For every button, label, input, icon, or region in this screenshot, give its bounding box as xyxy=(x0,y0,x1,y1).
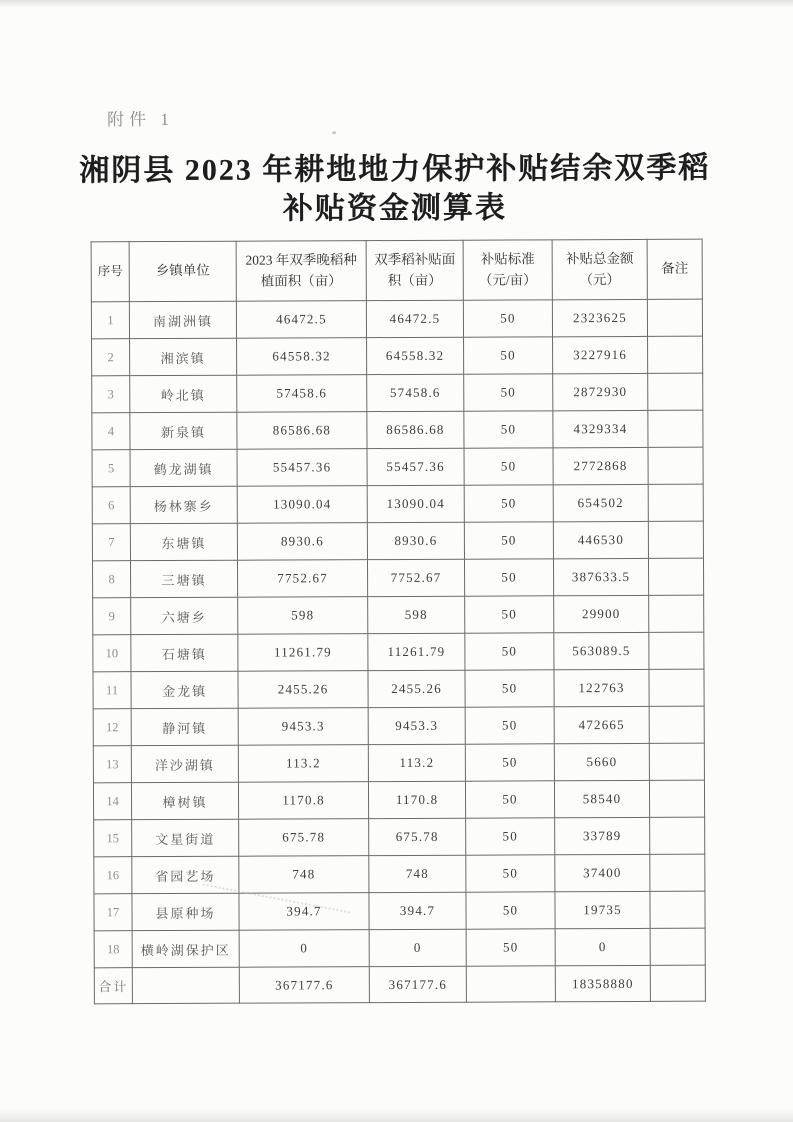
table-cell: 50 xyxy=(465,596,554,633)
page-title xyxy=(0,148,792,229)
table-cell: 洋沙湖镇 xyxy=(131,745,238,782)
table-cell: 29900 xyxy=(554,595,649,632)
table-cell xyxy=(648,373,703,410)
header-cell-subsidy-area: 双季稻补贴面积（亩） xyxy=(366,240,463,300)
table-row xyxy=(94,928,705,968)
table-cell: 14 xyxy=(93,783,131,820)
table-row xyxy=(92,558,703,598)
table-cell: 4329334 xyxy=(553,410,648,447)
table-cell: 13090.04 xyxy=(367,485,464,522)
table-cell: 静河镇 xyxy=(131,708,238,745)
table-cell: 563089.5 xyxy=(554,632,649,669)
table-cell: 石塘镇 xyxy=(131,634,238,671)
subsidy-table xyxy=(91,239,706,1005)
table-row xyxy=(93,706,704,746)
table-cell: 6 xyxy=(92,487,130,524)
table-cell: 8 xyxy=(92,561,130,598)
table-cell: 9453.3 xyxy=(368,707,465,744)
total-cell-planting-area: 367177.6 xyxy=(239,967,369,1004)
table-cell: 58540 xyxy=(554,780,649,817)
table-cell: 113.2 xyxy=(368,744,465,781)
total-cell-label: 合计 xyxy=(94,968,132,1004)
table-cell: 654502 xyxy=(553,484,648,521)
table-row xyxy=(92,447,703,487)
table-cell: 122763 xyxy=(554,669,649,706)
table-cell: 文星街道 xyxy=(132,819,239,856)
table-cell: 2455.26 xyxy=(238,671,368,709)
table-cell xyxy=(648,410,703,447)
table-cell: 46472.5 xyxy=(366,300,463,337)
table-body xyxy=(91,299,705,968)
scan-speck xyxy=(332,131,336,134)
table-cell: 50 xyxy=(465,670,554,707)
table-cell: 472665 xyxy=(554,706,649,743)
table-cell: 50 xyxy=(465,707,554,744)
table-cell: 11 xyxy=(93,672,131,709)
table-cell: 55457.36 xyxy=(367,448,464,485)
table-cell: 横岭湖保护区 xyxy=(132,930,239,967)
table-cell: 12 xyxy=(93,709,131,746)
table-cell: 57458.6 xyxy=(367,374,464,411)
total-cell-township xyxy=(132,967,239,1003)
page-title-line-2: 补贴资金测算表 xyxy=(282,191,508,226)
table-cell: 4 xyxy=(92,413,130,450)
table-cell: 50 xyxy=(466,818,555,855)
table-cell xyxy=(647,299,702,336)
table-cell: 县原种场 xyxy=(132,893,239,930)
table-cell xyxy=(648,521,703,558)
table-cell: 7 xyxy=(92,524,130,561)
table-cell: 湘滨镇 xyxy=(130,338,237,375)
table-row xyxy=(91,299,702,339)
table-cell: 50 xyxy=(466,929,555,966)
table-cell: 37400 xyxy=(555,854,650,891)
table-cell: 2455.26 xyxy=(368,670,465,707)
table-cell xyxy=(650,891,705,928)
table-cell: 5 xyxy=(92,450,130,487)
table-cell: 748 xyxy=(239,856,369,894)
table-cell: 7752.67 xyxy=(367,559,464,596)
table-cell xyxy=(649,632,704,669)
table-cell: 2872930 xyxy=(553,373,648,410)
table-cell: 9453.3 xyxy=(238,708,368,746)
table-cell: 东塘镇 xyxy=(130,523,237,560)
table-cell: 13090.04 xyxy=(237,486,367,524)
table-cell: 樟树镇 xyxy=(131,782,238,819)
table-cell: 50 xyxy=(465,633,554,670)
table-cell: 394.7 xyxy=(239,893,369,931)
table-cell: 598 xyxy=(238,597,368,635)
table-cell: 18 xyxy=(94,931,132,968)
table-cell xyxy=(648,558,703,595)
header-cell-township: 乡镇单位 xyxy=(129,241,236,301)
table-cell: 11261.79 xyxy=(368,633,465,670)
table-cell: 55457.36 xyxy=(237,449,367,487)
table-cell: 9 xyxy=(93,598,131,635)
table-header-row xyxy=(91,239,702,302)
table-cell: 金龙镇 xyxy=(131,671,238,708)
table-cell: 33789 xyxy=(555,817,650,854)
table-cell: 50 xyxy=(465,744,554,781)
table-cell xyxy=(649,706,704,743)
table-cell: 64558.32 xyxy=(237,338,367,376)
table-cell: 50 xyxy=(464,411,553,448)
table-cell: 新泉镇 xyxy=(130,412,237,449)
table-cell: 50 xyxy=(466,892,555,929)
table-cell: 50 xyxy=(464,448,553,485)
table-cell: 64558.32 xyxy=(367,337,464,374)
header-cell-subsidy-standard: 补贴标准（元/亩） xyxy=(463,240,552,300)
table-cell xyxy=(650,854,705,891)
table-cell: 1170.8 xyxy=(368,781,465,818)
table-cell: 杨林寨乡 xyxy=(130,486,237,523)
table-cell: 598 xyxy=(368,596,465,633)
table-row xyxy=(93,669,704,709)
total-row xyxy=(94,965,705,1004)
table-cell xyxy=(648,336,703,373)
header-cell-planting-area: 2023 年双季晚稻种植面积（亩） xyxy=(236,241,366,302)
table-cell xyxy=(650,817,705,854)
table-cell: 57458.6 xyxy=(237,375,367,413)
table-cell: 675.78 xyxy=(239,819,369,857)
table-cell: 387633.5 xyxy=(553,558,648,595)
table-cell xyxy=(649,780,704,817)
table-row xyxy=(93,780,704,820)
table-cell: 15 xyxy=(94,820,132,857)
table-cell: 17 xyxy=(94,894,132,931)
table-row xyxy=(93,743,704,783)
table-cell xyxy=(649,595,704,632)
table-cell: 六塘乡 xyxy=(131,597,238,634)
table-row xyxy=(92,484,703,524)
header-cell-remarks: 备注 xyxy=(647,239,702,299)
table-cell xyxy=(649,743,704,780)
page-title-line-1: 湘阴县 2023 年耕地地力保护补贴结余双季稻 xyxy=(79,151,711,188)
table-cell: 50 xyxy=(464,559,553,596)
table-cell: 8930.6 xyxy=(237,523,367,561)
attachment-label: 附件 1 xyxy=(107,109,174,130)
table-cell: 0 xyxy=(239,930,369,968)
table-cell: 省园艺场 xyxy=(132,856,239,893)
table-cell: 50 xyxy=(464,485,553,522)
table-cell: 2323625 xyxy=(552,299,647,336)
table-row xyxy=(92,521,703,561)
table-cell: 5660 xyxy=(554,743,649,780)
table-cell: 16 xyxy=(94,857,132,894)
total-cell-remarks xyxy=(650,965,705,1001)
table-cell: 50 xyxy=(464,374,553,411)
table-cell xyxy=(650,928,705,965)
total-cell-subsidy-area: 367177.6 xyxy=(369,966,466,1002)
table-cell: 11261.79 xyxy=(238,634,368,672)
table-row xyxy=(92,410,703,450)
table-cell: 394.7 xyxy=(369,892,466,929)
table-cell: 50 xyxy=(464,337,553,374)
table-cell: 86586.68 xyxy=(367,411,464,448)
table-cell: 岭北镇 xyxy=(130,375,237,412)
table-cell: 50 xyxy=(466,855,555,892)
table-cell: 3227916 xyxy=(553,336,648,373)
table-cell: 50 xyxy=(465,781,554,818)
table-cell: 19735 xyxy=(555,891,650,928)
table-row xyxy=(93,632,704,672)
table-cell: 50 xyxy=(464,522,553,559)
table-cell: 0 xyxy=(369,929,466,966)
table-cell: 748 xyxy=(369,855,466,892)
table-row xyxy=(92,336,703,376)
table-cell: 46472.5 xyxy=(236,301,366,339)
table-cell: 2772868 xyxy=(553,447,648,484)
table-cell: 1170.8 xyxy=(238,782,368,820)
table-cell: 10 xyxy=(93,635,131,672)
table-cell: 675.78 xyxy=(369,818,466,855)
total-cell-standard xyxy=(466,966,555,1002)
table-row xyxy=(92,373,703,413)
table-cell xyxy=(648,484,703,521)
table-row xyxy=(94,891,705,931)
table-cell: 0 xyxy=(555,928,650,965)
table-cell: 南湖洲镇 xyxy=(129,301,236,338)
header-cell-subsidy-total: 补贴总金额（元） xyxy=(552,239,647,299)
table-cell: 13 xyxy=(93,746,131,783)
table-cell: 鹤龙湖镇 xyxy=(130,449,237,486)
table-row xyxy=(93,595,704,635)
table-cell: 三塘镇 xyxy=(130,560,237,597)
table-cell: 86586.68 xyxy=(237,412,367,450)
table-row xyxy=(94,817,705,857)
header-cell-index: 序号 xyxy=(91,242,129,302)
table-cell: 8930.6 xyxy=(367,522,464,559)
table-cell: 1 xyxy=(91,302,129,339)
table-cell: 50 xyxy=(463,300,552,337)
total-cell-amount: 18358880 xyxy=(555,965,650,1001)
table-cell: 2 xyxy=(92,339,130,376)
table-cell xyxy=(648,447,703,484)
table-cell: 3 xyxy=(92,376,130,413)
table-cell: 7752.67 xyxy=(237,560,367,598)
table-cell xyxy=(649,669,704,706)
table-row xyxy=(94,854,705,894)
table-cell: 113.2 xyxy=(238,745,368,783)
table-cell: 446530 xyxy=(553,521,648,558)
